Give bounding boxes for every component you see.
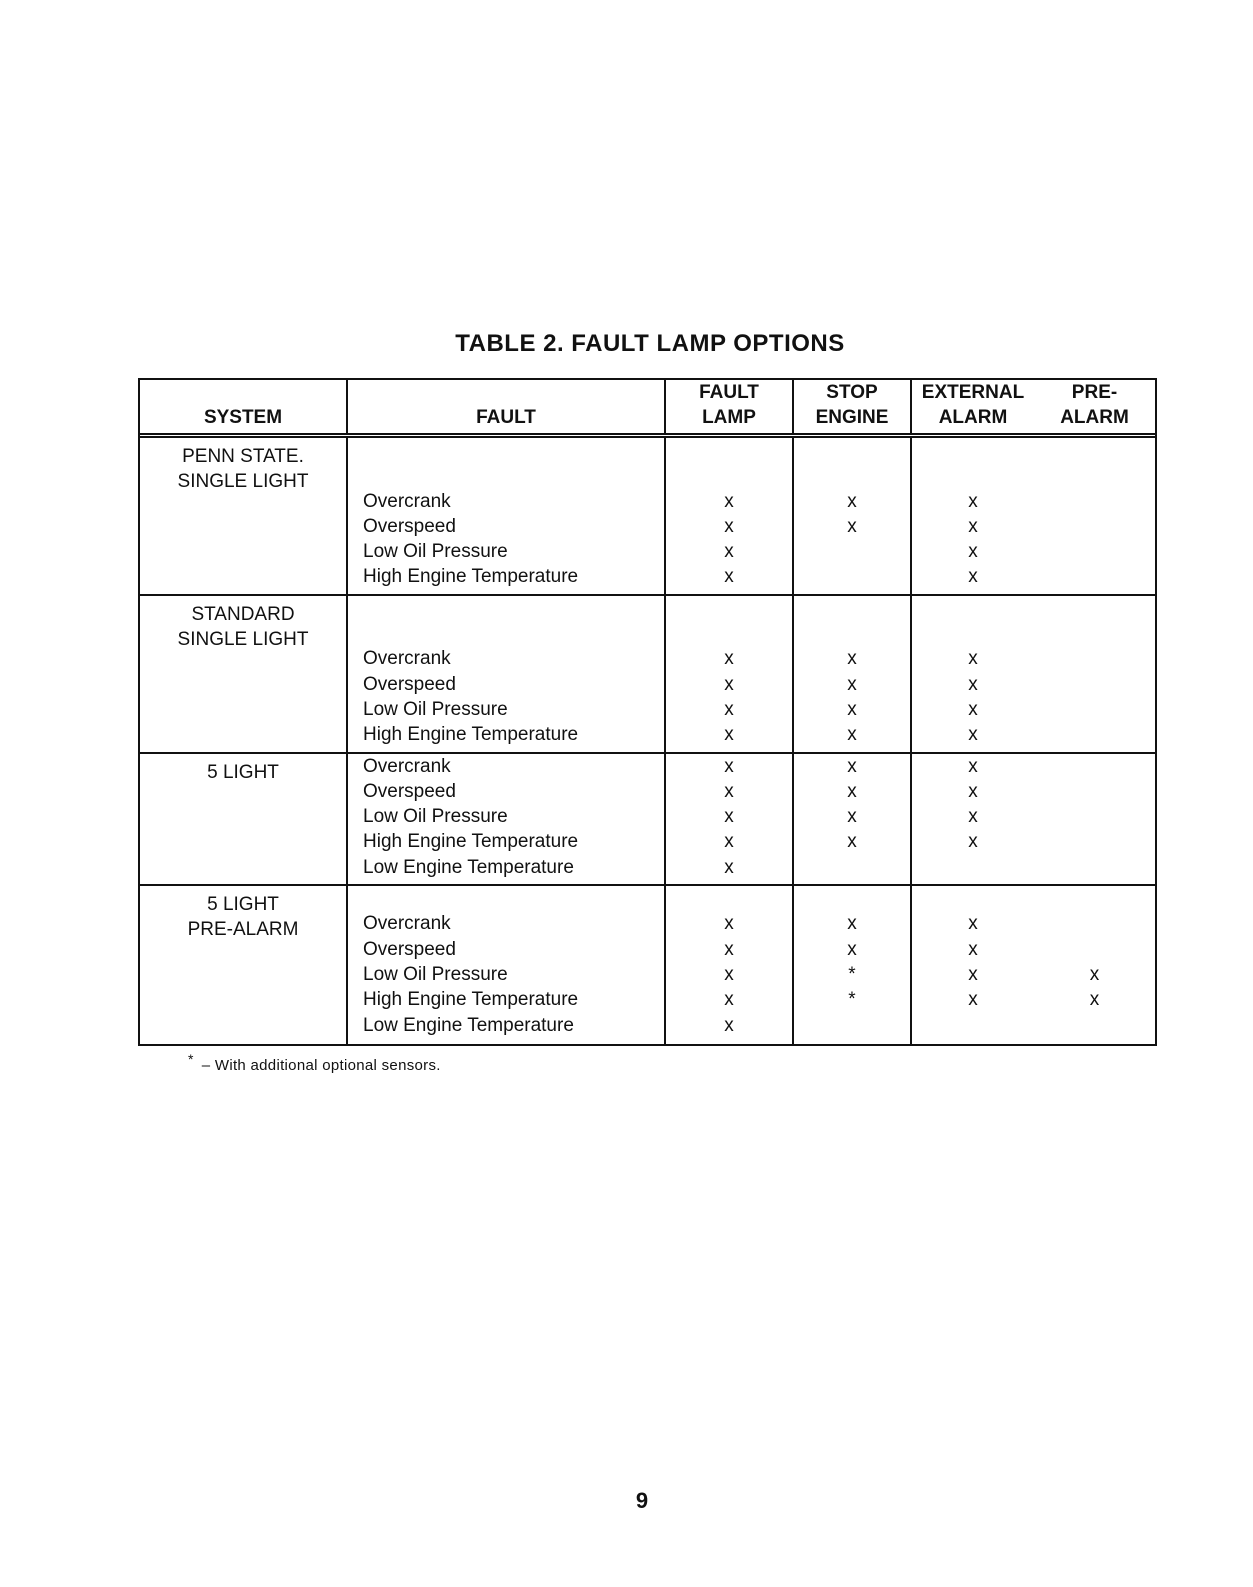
- spacer: [363, 463, 664, 488]
- header-stop-engine-line1: STOP: [826, 382, 878, 403]
- system-cell: [140, 886, 348, 1044]
- fault-name: Low Oil Pressure: [363, 698, 508, 720]
- fault-name: Low Oil Pressure: [363, 806, 508, 828]
- mark-external-alarm: x: [968, 515, 978, 537]
- mark-pre-alarm: x: [1089, 989, 1100, 1011]
- mark-fault-lamp: x: [724, 856, 734, 878]
- header-system: [140, 380, 348, 434]
- mark-pre-alarm: [1034, 672, 1155, 697]
- mark-external-alarm: x: [968, 490, 978, 512]
- table-group: [140, 596, 1155, 754]
- spacer: [912, 438, 1034, 463]
- mark-stop-engine: [794, 1013, 910, 1038]
- system-label: SINGLE LIGHT: [177, 471, 309, 493]
- page-number: 9: [635, 1488, 649, 1513]
- mark-pre-alarm: [1034, 539, 1155, 564]
- fault-name: Overcrank: [363, 755, 451, 777]
- footnote-symbol: *: [188, 1051, 194, 1067]
- mark-external-alarm: x: [968, 989, 978, 1011]
- spacer: [912, 596, 1034, 621]
- spacer: [666, 886, 792, 911]
- footnote-text: – With additional optional sensors.: [201, 1057, 441, 1074]
- header-external-alarm: [912, 380, 1034, 434]
- spacer: [1034, 463, 1155, 488]
- external-alarm-cell: [912, 596, 1034, 752]
- pre-alarm-cell: [1034, 438, 1155, 594]
- external-alarm-cell: [912, 754, 1034, 885]
- spacer: [363, 886, 664, 911]
- mark-pre-alarm: [1034, 829, 1155, 854]
- spacer: [666, 438, 792, 463]
- mark-external-alarm: x: [968, 780, 978, 802]
- mark-fault-lamp: x: [724, 1014, 734, 1036]
- mark-external-alarm: x: [968, 806, 978, 828]
- mark-external-alarm: x: [968, 755, 978, 777]
- spacer: [794, 438, 910, 463]
- mark-external-alarm: x: [968, 938, 978, 960]
- table-group: [140, 886, 1155, 1044]
- fault-lamp-table: [138, 378, 1157, 1046]
- spacer: [1034, 596, 1155, 621]
- spacer: [912, 886, 1034, 911]
- mark-external-alarm: x: [968, 698, 978, 720]
- mark-fault-lamp: x: [724, 541, 734, 563]
- mark-fault-lamp: x: [724, 806, 734, 828]
- mark-external-alarm: x: [968, 648, 978, 670]
- header-external-alarm-line2: ALARM: [938, 407, 1008, 428]
- external-alarm-cell: [912, 438, 1034, 594]
- mark-fault-lamp: x: [724, 938, 734, 960]
- header-external-alarm-line1: EXTERNAL: [921, 382, 1025, 403]
- spacer: [912, 463, 1034, 488]
- spacer: [794, 621, 910, 646]
- mark-stop-engine: *: [848, 963, 856, 985]
- fault-lamp-cell: [666, 438, 794, 594]
- header-pre-alarm-line2: ALARM: [1060, 407, 1129, 428]
- mark-external-alarm: x: [968, 673, 978, 695]
- mark-stop-engine: x: [847, 648, 857, 670]
- mark-external-alarm: [912, 1013, 1034, 1038]
- stop-engine-cell: [794, 886, 912, 1044]
- mark-pre-alarm: [1034, 911, 1155, 936]
- fault-name: High Engine Temperature: [363, 566, 579, 588]
- mark-stop-engine: x: [847, 831, 857, 853]
- mark-stop-engine: x: [847, 673, 857, 695]
- mark-pre-alarm: [1034, 754, 1155, 779]
- system-label: STANDARD: [191, 603, 295, 625]
- mark-fault-lamp: x: [724, 755, 734, 777]
- fault-cell: [348, 754, 666, 885]
- mark-stop-engine: x: [847, 490, 857, 512]
- mark-pre-alarm: [1034, 937, 1155, 962]
- fault-lamp-cell: [666, 596, 794, 752]
- mark-fault-lamp: x: [724, 724, 734, 746]
- header-fault-lamp: [666, 380, 794, 434]
- fault-name: Low Oil Pressure: [363, 963, 508, 985]
- mark-external-alarm: x: [968, 724, 978, 746]
- external-alarm-cell: [912, 886, 1034, 1044]
- header-fault-lamp-line2: LAMP: [702, 407, 756, 428]
- mark-stop-engine: x: [847, 698, 857, 720]
- spacer: [794, 463, 910, 488]
- mark-stop-engine: [794, 539, 910, 564]
- fault-name: Overspeed: [363, 938, 456, 960]
- mark-stop-engine: x: [847, 724, 857, 746]
- mark-fault-lamp: x: [724, 831, 734, 853]
- mark-stop-engine: [794, 855, 910, 880]
- mark-pre-alarm: [1034, 514, 1155, 539]
- mark-external-alarm: x: [968, 913, 978, 935]
- system-label: PRE-ALARM: [187, 919, 299, 941]
- pre-alarm-cell: [1034, 886, 1155, 1044]
- spacer: [794, 596, 910, 621]
- table-body: [140, 438, 1155, 1044]
- spacer: [363, 621, 664, 646]
- mark-fault-lamp: x: [724, 673, 734, 695]
- mark-external-alarm: [912, 855, 1034, 880]
- system-cell: [140, 754, 348, 885]
- fault-name: Overspeed: [363, 780, 456, 802]
- header-fault: [348, 380, 666, 434]
- fault-name: Low Oil Pressure: [363, 541, 508, 563]
- fault-name: Overcrank: [363, 490, 451, 512]
- stop-engine-cell: [794, 438, 912, 594]
- mark-fault-lamp: x: [724, 698, 734, 720]
- pre-alarm-cell: [1034, 596, 1155, 752]
- system-label: 5 LIGHT: [207, 894, 279, 916]
- header-stop-engine-line2: ENGINE: [815, 407, 889, 428]
- fault-cell: [348, 438, 666, 594]
- fault-name: Low Engine Temperature: [363, 1014, 574, 1036]
- mark-stop-engine: [794, 564, 910, 589]
- spacer: [666, 596, 792, 621]
- spacer: [1034, 438, 1155, 463]
- spacer: [1034, 886, 1155, 911]
- mark-fault-lamp: x: [724, 989, 734, 1011]
- spacer: [363, 596, 664, 621]
- fault-cell: [348, 596, 666, 752]
- footnote: [188, 1051, 441, 1074]
- header-fault-label: FAULT: [476, 407, 536, 428]
- fault-lamp-cell: [666, 886, 794, 1044]
- mark-pre-alarm: x: [1089, 963, 1100, 985]
- table-header-row: [140, 380, 1155, 438]
- spacer: [666, 621, 792, 646]
- fault-name: High Engine Temperature: [363, 831, 579, 853]
- spacer: [1034, 621, 1155, 646]
- mark-external-alarm: x: [968, 566, 978, 588]
- fault-name: Overcrank: [363, 913, 451, 935]
- mark-fault-lamp: x: [724, 780, 734, 802]
- header-stop-engine: [794, 380, 912, 434]
- table-group: [140, 438, 1155, 596]
- mark-stop-engine: x: [847, 913, 857, 935]
- mark-external-alarm: x: [968, 963, 978, 985]
- fault-name: High Engine Temperature: [363, 989, 579, 1011]
- spacer: [666, 463, 792, 488]
- mark-stop-engine: *: [848, 989, 856, 1011]
- system-label: 5 LIGHT: [207, 761, 279, 783]
- mark-stop-engine: x: [847, 780, 857, 802]
- table-group: [140, 754, 1155, 887]
- system-cell: [140, 596, 348, 752]
- mark-fault-lamp: x: [724, 490, 734, 512]
- mark-stop-engine: x: [847, 938, 857, 960]
- mark-external-alarm: x: [968, 541, 978, 563]
- spacer: [363, 438, 664, 463]
- mark-external-alarm: x: [968, 831, 978, 853]
- mark-fault-lamp: x: [724, 566, 734, 588]
- spacer: [912, 621, 1034, 646]
- table-title: TABLE 2. FAULT LAMP OPTIONS: [455, 330, 845, 357]
- mark-pre-alarm: [1034, 564, 1155, 589]
- mark-fault-lamp: x: [724, 648, 734, 670]
- header-system-label: SYSTEM: [203, 407, 283, 428]
- mark-stop-engine: x: [847, 755, 857, 777]
- stop-engine-cell: [794, 754, 912, 885]
- header-fault-lamp-line1: FAULT: [699, 382, 759, 403]
- fault-name: High Engine Temperature: [363, 724, 579, 746]
- mark-pre-alarm: [1034, 1013, 1155, 1038]
- spacer: [794, 886, 910, 911]
- mark-pre-alarm: [1034, 855, 1155, 880]
- system-cell: [140, 438, 348, 594]
- system-label: SINGLE LIGHT: [177, 629, 309, 651]
- mark-pre-alarm: [1034, 646, 1155, 671]
- mark-stop-engine: x: [847, 515, 857, 537]
- system-label: PENN STATE.: [182, 446, 304, 467]
- mark-fault-lamp: x: [724, 913, 734, 935]
- fault-cell: [348, 886, 666, 1044]
- header-pre-alarm-line1: PRE-: [1071, 382, 1118, 403]
- mark-fault-lamp: x: [724, 515, 734, 537]
- mark-pre-alarm: [1034, 722, 1155, 747]
- stop-engine-cell: [794, 596, 912, 752]
- mark-fault-lamp: x: [724, 963, 734, 985]
- mark-pre-alarm: [1034, 804, 1155, 829]
- mark-pre-alarm: [1034, 489, 1155, 514]
- fault-name: Overcrank: [363, 648, 451, 670]
- fault-name: Overspeed: [363, 515, 456, 537]
- fault-name: Overspeed: [363, 673, 456, 695]
- mark-pre-alarm: [1034, 697, 1155, 722]
- fault-name: Low Engine Temperature: [363, 856, 574, 878]
- mark-pre-alarm: [1034, 779, 1155, 804]
- fault-lamp-cell: [666, 754, 794, 885]
- header-pre-alarm: [1034, 380, 1155, 434]
- mark-stop-engine: x: [847, 806, 857, 828]
- pre-alarm-cell: [1034, 754, 1155, 885]
